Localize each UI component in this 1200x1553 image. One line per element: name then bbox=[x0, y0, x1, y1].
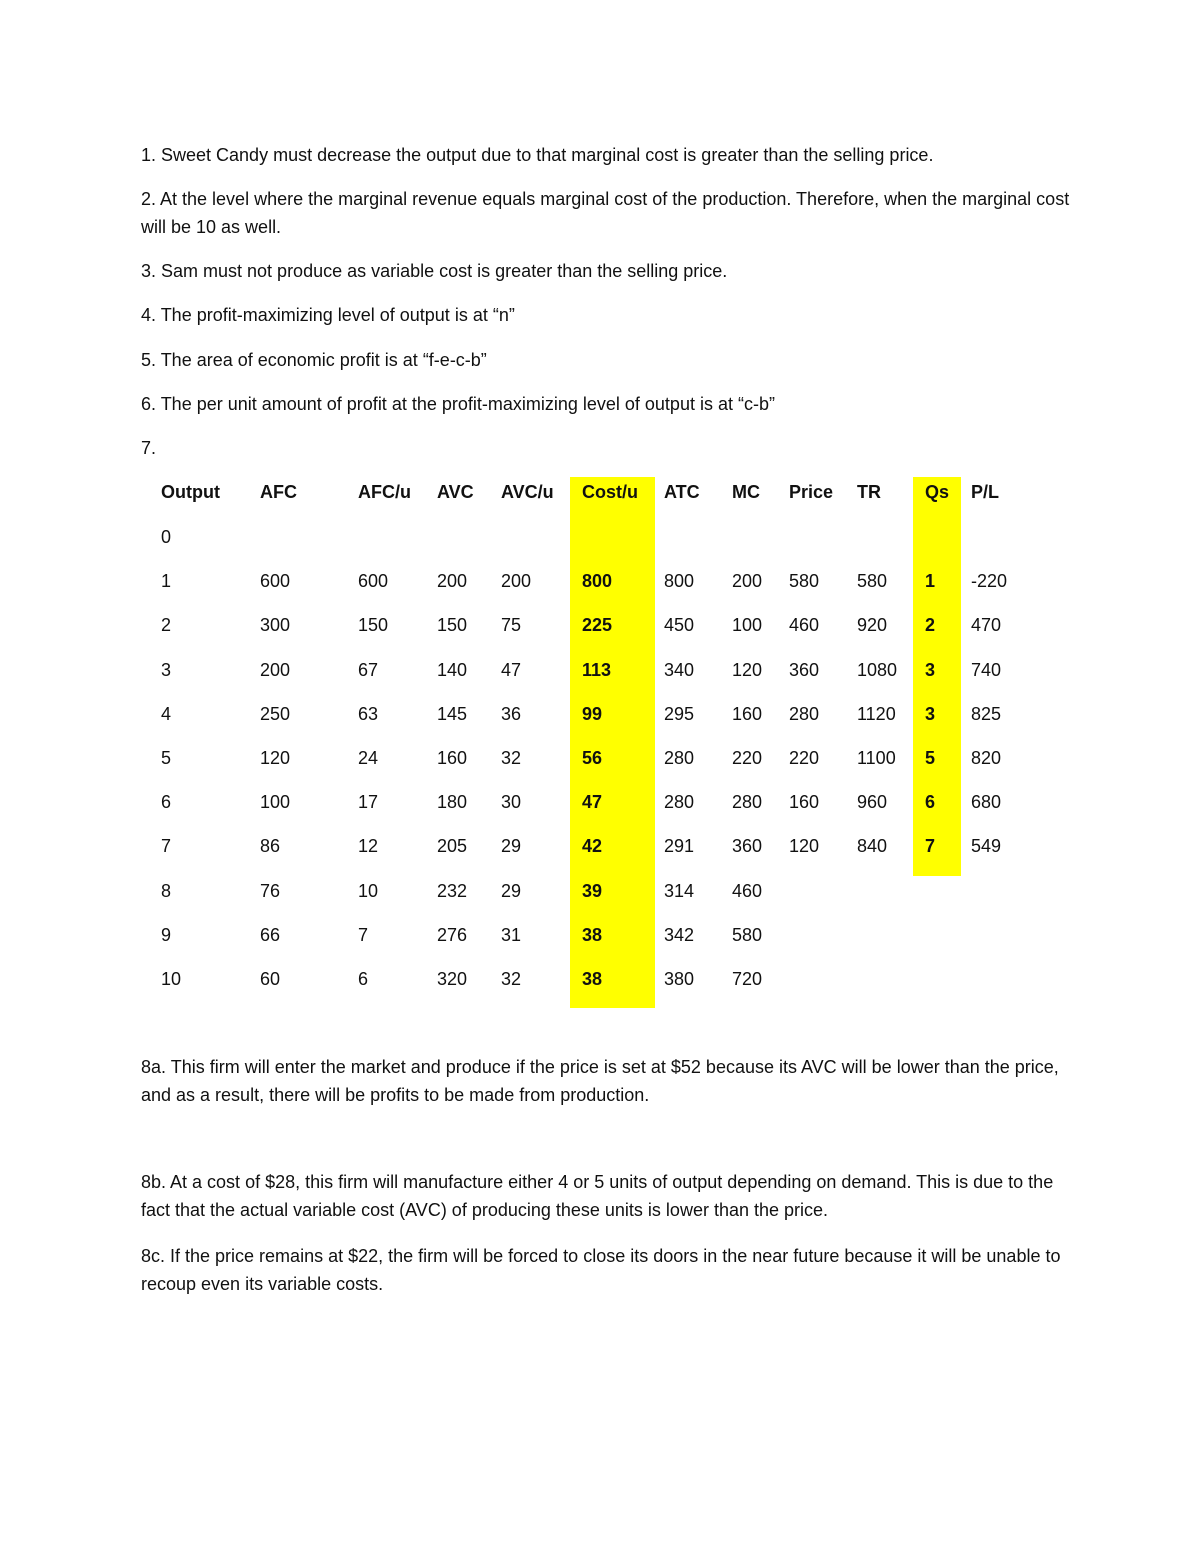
cell-afc-row-9: 66 bbox=[260, 924, 281, 945]
cell-afc-u-row-10: 6 bbox=[358, 969, 369, 989]
cell-cost-u-row-10: 38 bbox=[582, 969, 603, 989]
cell-afc-row-6: 100 bbox=[260, 792, 291, 813]
cell-price-row-5: 220 bbox=[789, 748, 820, 768]
cell-qs-row-7: 7 bbox=[925, 836, 936, 857]
cell-qs-row-5: 5 bbox=[925, 748, 936, 768]
header-afc-u: AFC/u bbox=[358, 482, 411, 502]
cell-mc-row-2: 100 bbox=[732, 615, 763, 636]
cell-output-row-5: 5 bbox=[161, 748, 172, 768]
cell-p-l-row-6: 680 bbox=[971, 792, 1002, 813]
cell-avc-u-row-3: 47 bbox=[501, 659, 522, 680]
cell-avc-row-10: 320 bbox=[437, 969, 468, 989]
cell-mc-row-4: 160 bbox=[732, 703, 763, 724]
header-avc-u: AVC/u bbox=[501, 482, 554, 502]
header-avc: AVC bbox=[437, 482, 474, 502]
cell-output-row-3: 3 bbox=[161, 659, 172, 680]
cell-qs-row-3: 3 bbox=[925, 659, 936, 680]
cell-cost-u-row-9: 38 bbox=[582, 924, 603, 945]
cell-afc-u-row-3: 67 bbox=[358, 659, 379, 680]
cell-tr-row-2: 920 bbox=[857, 615, 888, 636]
cell-afc-u-row-4: 63 bbox=[358, 703, 379, 724]
answer-8c: 8c. If the price remains at $22, the firm will be forced to close its doors in the near future because it will be unable to recoup even its variable costs. bbox=[141, 1246, 1061, 1294]
answer-8a: 8a. This firm will enter the market and produce if the price is set at $52 because its AVC will be lower than the price, and as a result, there will be profits to be made from production. bbox=[141, 1057, 1059, 1105]
cell-afc-row-3: 200 bbox=[260, 659, 291, 680]
header-atc: ATC bbox=[664, 482, 700, 502]
answer-3: 3. Sam must not produce as variable cost is greater than the selling price. bbox=[141, 261, 728, 281]
cell-atc-row-1: 800 bbox=[664, 571, 695, 592]
cell-cost-u-row-6: 47 bbox=[582, 792, 603, 813]
cell-cost-u-row-5: 56 bbox=[582, 748, 603, 768]
answer-1: 1. Sweet Candy must decrease the output due to that marginal cost is greater than the selling price. bbox=[141, 145, 934, 165]
cell-p-l-row-4: 825 bbox=[971, 703, 1002, 724]
cell-output-row-0: 0 bbox=[161, 527, 172, 547]
cell-mc-row-9: 580 bbox=[732, 924, 763, 945]
cell-cost-u-row-3: 113 bbox=[582, 659, 612, 680]
cell-price-row-3: 360 bbox=[789, 659, 820, 680]
cell-avc-u-row-7: 29 bbox=[501, 836, 522, 857]
cell-qs-row-6: 6 bbox=[925, 792, 936, 813]
cell-afc-row-10: 60 bbox=[260, 969, 281, 989]
cell-avc-row-7: 205 bbox=[437, 836, 468, 857]
cell-mc-row-7: 360 bbox=[732, 836, 763, 857]
cell-mc-row-6: 280 bbox=[732, 792, 763, 813]
cell-tr-row-4: 1120 bbox=[857, 703, 896, 724]
cell-avc-row-6: 180 bbox=[437, 792, 468, 813]
qs-highlight bbox=[913, 477, 961, 876]
cell-tr-row-6: 960 bbox=[857, 792, 888, 813]
cell-cost-u-row-1: 800 bbox=[582, 571, 613, 592]
cell-price-row-2: 460 bbox=[789, 615, 820, 636]
cell-output-row-1: 1 bbox=[161, 571, 172, 592]
cell-tr-row-5: 1100 bbox=[857, 748, 896, 768]
cell-output-row-10: 10 bbox=[161, 969, 182, 989]
header-tr: TR bbox=[857, 482, 881, 502]
cell-afc-row-5: 120 bbox=[260, 748, 291, 768]
cell-avc-row-1: 200 bbox=[437, 571, 468, 592]
cell-cost-u-row-2: 225 bbox=[582, 615, 613, 636]
cell-avc-u-row-8: 29 bbox=[501, 880, 522, 901]
answer-7-label: 7. bbox=[141, 438, 157, 458]
cell-tr-row-1: 580 bbox=[857, 571, 888, 592]
cell-afc-u-row-9: 7 bbox=[358, 924, 369, 945]
answer-6: 6. The per unit amount of profit at the profit-maximizing level of output is at “c-b” bbox=[141, 394, 775, 414]
cell-afc-row-7: 86 bbox=[260, 836, 281, 857]
cell-output-row-8: 8 bbox=[161, 880, 172, 901]
cell-cost-u-row-7: 42 bbox=[582, 836, 603, 857]
cell-tr-row-3: 1080 bbox=[857, 659, 898, 680]
cell-output-row-9: 9 bbox=[161, 924, 172, 945]
header-output: Output bbox=[161, 482, 220, 502]
cell-atc-row-8: 314 bbox=[664, 880, 695, 901]
cell-tr-row-7: 840 bbox=[857, 836, 888, 857]
header-mc: MC bbox=[732, 482, 760, 502]
cell-afc-row-2: 300 bbox=[260, 615, 291, 636]
cell-afc-u-row-1: 600 bbox=[358, 571, 389, 592]
cell-avc-row-8: 232 bbox=[437, 880, 468, 901]
cell-qs-row-2: 2 bbox=[925, 615, 936, 636]
header-qs: Qs bbox=[925, 482, 950, 502]
cell-atc-row-3: 340 bbox=[664, 659, 695, 680]
cell-output-row-4: 4 bbox=[161, 703, 172, 724]
cell-avc-u-row-10: 32 bbox=[501, 969, 522, 989]
cell-p-l-row-2: 470 bbox=[971, 615, 1002, 636]
cell-cost-u-row-4: 99 bbox=[582, 703, 603, 724]
cell-price-row-1: 580 bbox=[789, 571, 820, 592]
cell-avc-row-3: 140 bbox=[437, 659, 468, 680]
cell-atc-row-7: 291 bbox=[664, 836, 695, 857]
cell-avc-u-row-1: 200 bbox=[501, 571, 532, 592]
cell-mc-row-5: 220 bbox=[732, 748, 763, 768]
cell-afc-u-row-8: 10 bbox=[358, 880, 379, 901]
answer-8b: 8b. At a cost of $28, this firm will manufacture either 4 or 5 units of output depending on demand. This is due to the fact that the actual variable cost (AVC) of producing these units is lower than the price. bbox=[141, 1172, 1054, 1220]
cell-avc-row-2: 150 bbox=[437, 615, 468, 636]
cell-atc-row-5: 280 bbox=[664, 748, 695, 768]
cell-p-l-row-7: 549 bbox=[971, 836, 1002, 857]
cell-avc-u-row-2: 75 bbox=[501, 615, 522, 636]
cell-atc-row-9: 342 bbox=[664, 924, 695, 945]
header-p-l: P/L bbox=[971, 482, 1000, 502]
cell-atc-row-2: 450 bbox=[664, 615, 695, 636]
cell-output-row-2: 2 bbox=[161, 615, 172, 636]
cell-afc-u-row-7: 12 bbox=[358, 836, 379, 857]
cell-afc-u-row-5: 24 bbox=[358, 748, 379, 768]
cell-mc-row-10: 720 bbox=[732, 969, 763, 989]
header-cost-u: Cost/u bbox=[582, 482, 638, 502]
cell-avc-u-row-9: 31 bbox=[501, 924, 522, 945]
cell-afc-u-row-2: 150 bbox=[358, 615, 389, 636]
cell-afc-row-4: 250 bbox=[260, 703, 291, 724]
cell-mc-row-1: 200 bbox=[732, 571, 763, 592]
cell-afc-row-1: 600 bbox=[260, 571, 291, 592]
answer-2: 2. At the level where the marginal revenue equals marginal cost of the production. Therefore, when the marginal cost will be 10 as well. bbox=[141, 189, 1070, 237]
cell-price-row-6: 160 bbox=[789, 792, 820, 813]
answer-5: 5. The area of economic profit is at “f-e-c-b” bbox=[141, 350, 487, 370]
answer-4: 4. The profit-maximizing level of output is at “n” bbox=[141, 305, 515, 325]
cell-mc-row-8: 460 bbox=[732, 880, 763, 901]
cell-p-l-row-5: 820 bbox=[971, 748, 1002, 768]
cell-qs-row-1: 1 bbox=[925, 571, 936, 592]
cell-avc-u-row-6: 30 bbox=[501, 792, 522, 813]
cell-qs-row-4: 3 bbox=[925, 703, 936, 724]
cell-afc-u-row-6: 17 bbox=[358, 792, 379, 813]
cell-avc-u-row-4: 36 bbox=[501, 703, 522, 724]
cell-p-l-row-3: 740 bbox=[971, 659, 1002, 680]
cell-mc-row-3: 120 bbox=[732, 659, 763, 680]
cell-cost-u-row-8: 39 bbox=[582, 880, 603, 901]
header-price: Price bbox=[789, 482, 834, 502]
cell-atc-row-6: 280 bbox=[664, 792, 695, 813]
header-afc: AFC bbox=[260, 482, 297, 502]
cell-avc-row-4: 145 bbox=[437, 703, 468, 724]
cell-avc-row-9: 276 bbox=[437, 924, 468, 945]
cell-atc-row-10: 380 bbox=[664, 969, 695, 989]
cell-output-row-6: 6 bbox=[161, 792, 172, 813]
cell-avc-row-5: 160 bbox=[437, 748, 468, 768]
cell-afc-row-8: 76 bbox=[260, 880, 281, 901]
cell-atc-row-4: 295 bbox=[664, 703, 695, 724]
cell-price-row-7: 120 bbox=[789, 836, 820, 857]
cell-avc-u-row-5: 32 bbox=[501, 748, 522, 768]
cell-price-row-4: 280 bbox=[789, 703, 820, 724]
cell-output-row-7: 7 bbox=[161, 836, 172, 857]
cell-p-l-row-1: -220 bbox=[971, 571, 1008, 592]
